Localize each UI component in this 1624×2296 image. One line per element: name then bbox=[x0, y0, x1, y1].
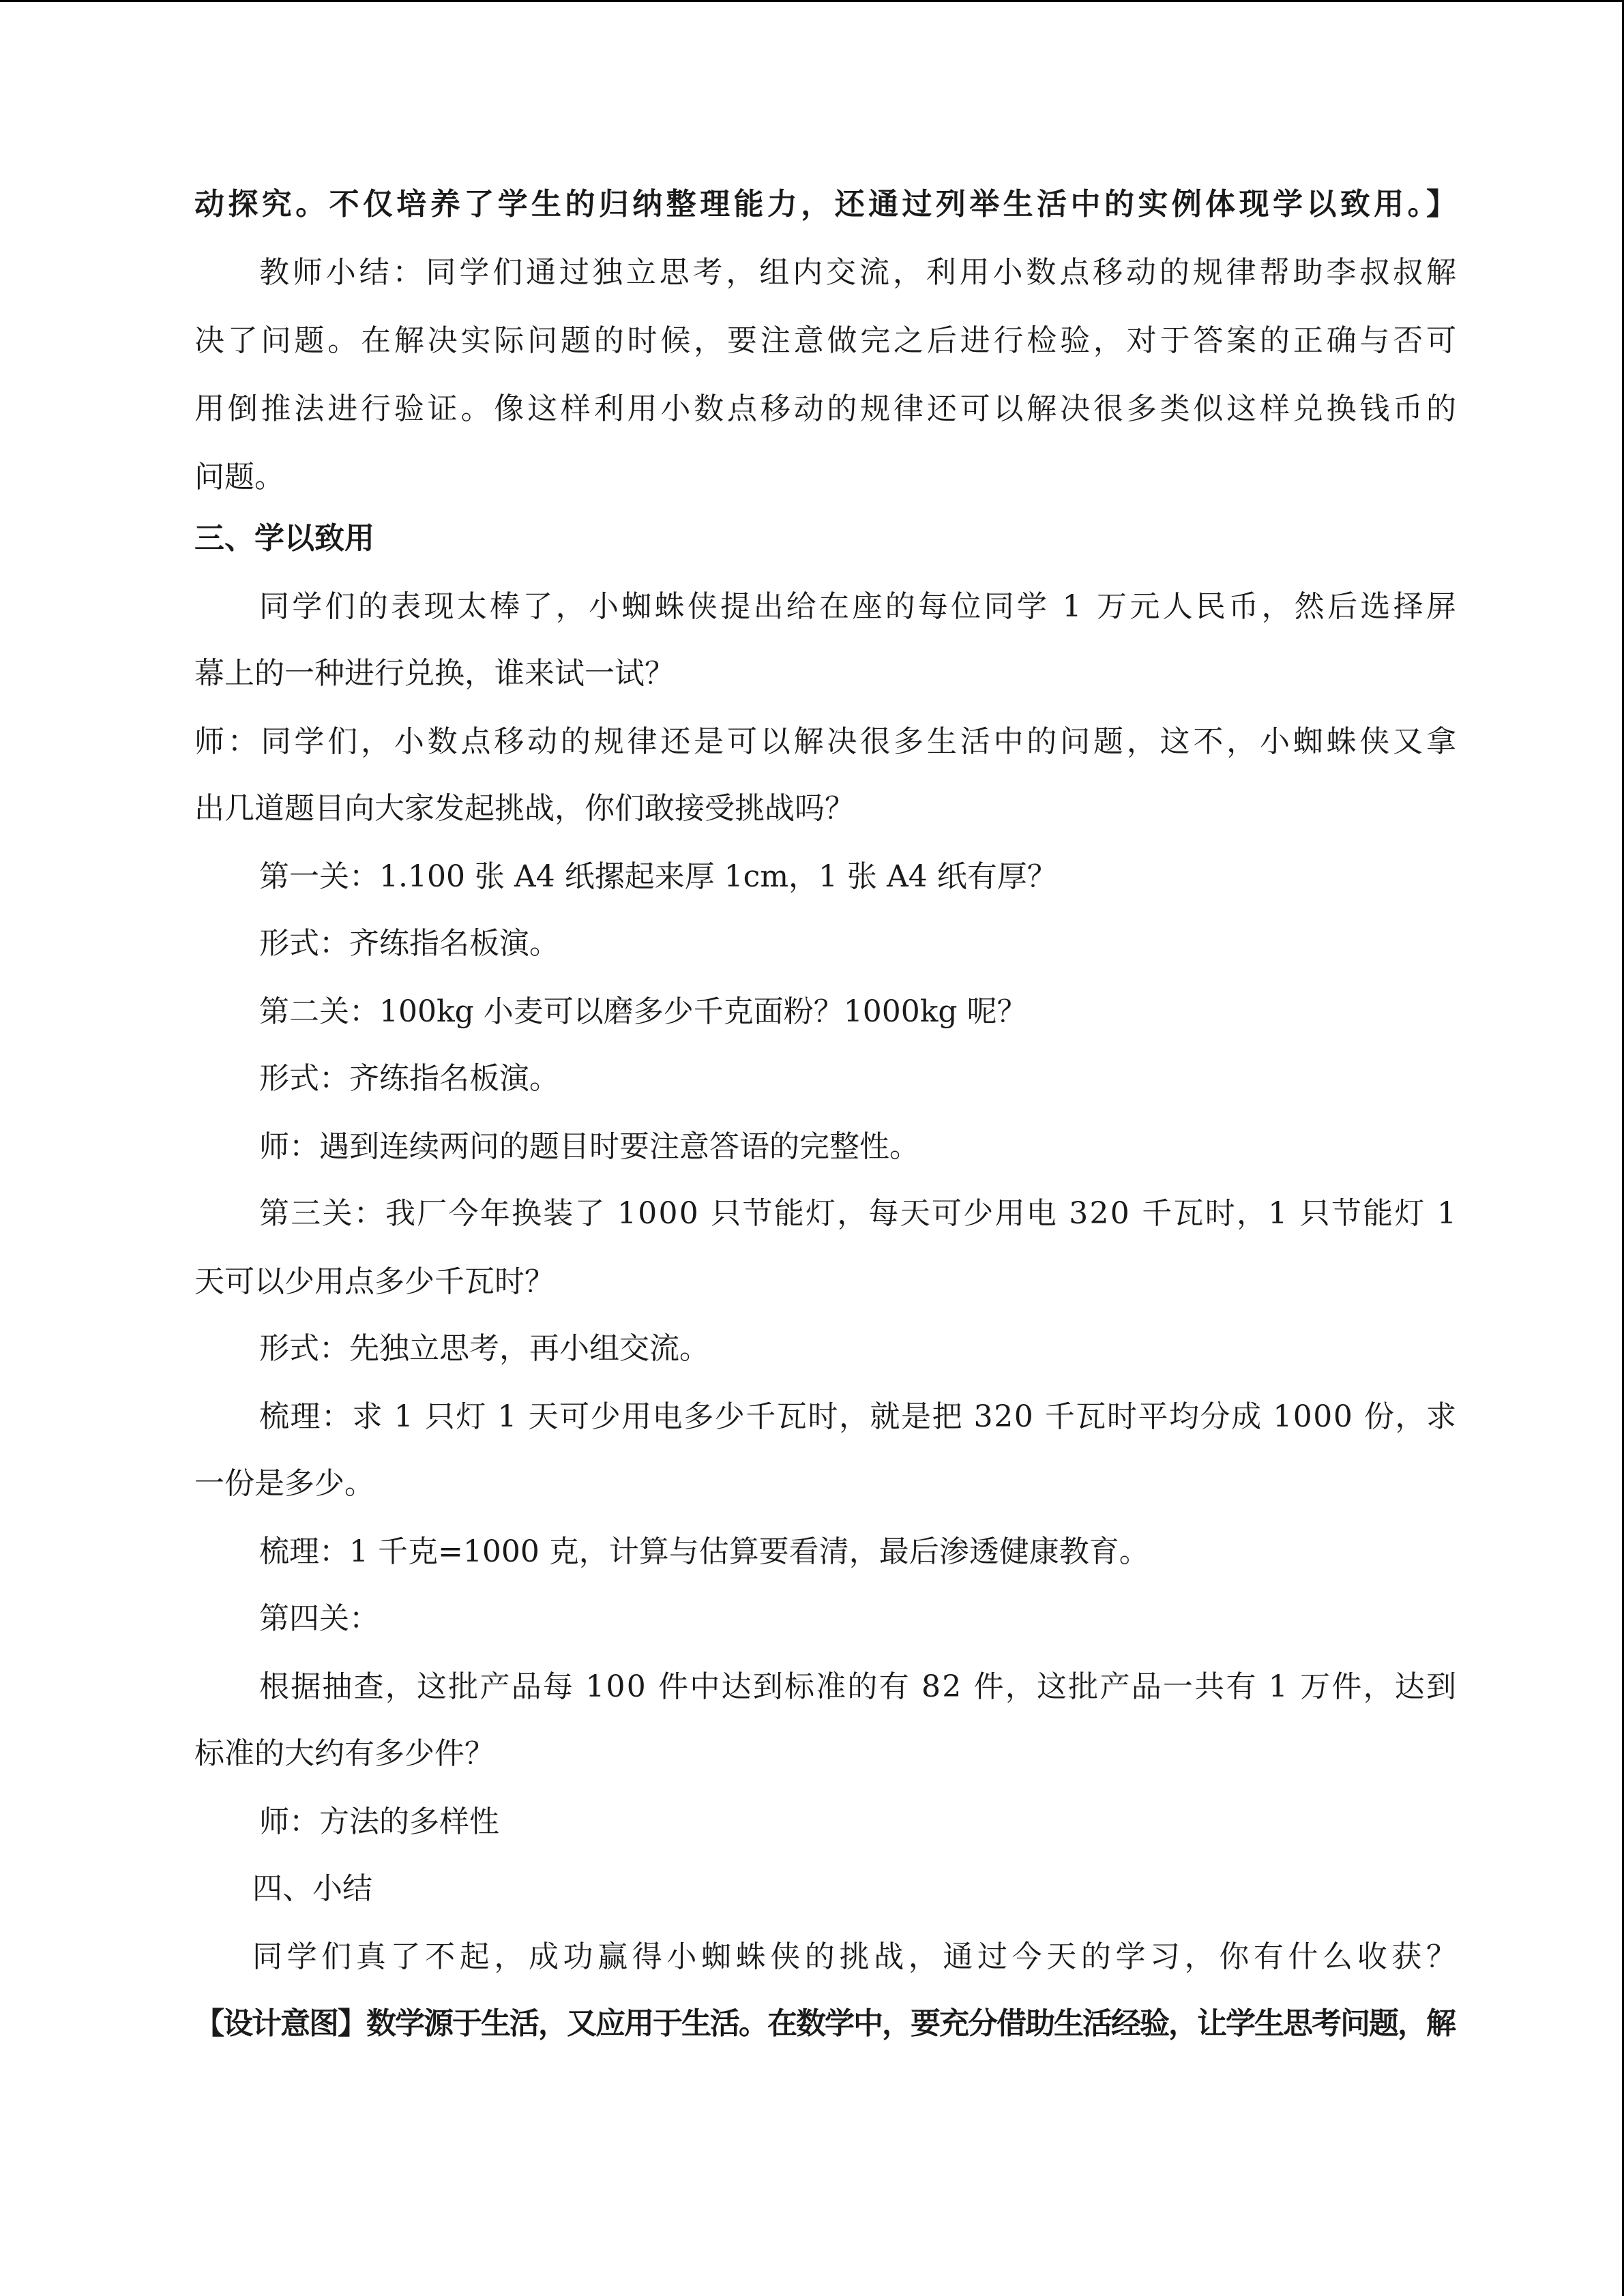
page-top-border bbox=[0, 0, 1624, 2]
section-heading-summary: 四、小结 bbox=[252, 1871, 372, 1906]
text-line: 幕上的一种进行兑换，谁来试一试？ bbox=[194, 656, 675, 691]
text-line: 同学们真了不起，成功赢得小蜘蛛侠的挑战，通过今天的学习，你有什么收获？ bbox=[252, 1939, 1461, 1974]
text-line-review: 梳理：1 千克=1000 克，计算与估算要看清，最后渗透健康教育。 bbox=[259, 1534, 1149, 1569]
text-line-teacher-note: 师：方法的多样性 bbox=[259, 1804, 499, 1839]
text-line-format: 形式：先独立思考，再小组交流。 bbox=[259, 1331, 709, 1366]
text-line: 用倒推法进行验证。像这样利用小数点移动的规律还可以解决很多类似这样兑换钱币的 bbox=[194, 391, 1460, 426]
text-line: 出几道题目向大家发起挑战，你们敢接受挑战吗？ bbox=[194, 791, 855, 826]
text-line-design-intent: 【设计意图】数学源于生活，又应用于生活。在数学中，要充分借助生活经验，让学生思考问题，解 bbox=[194, 2006, 1455, 2041]
text-line-level-1: 第一关：1.100 张 A4 纸摞起来厚 1cm，1 张 A4 纸有厚？ bbox=[259, 859, 1057, 894]
text-line-teacher-note: 师：遇到连续两问的题目时要注意答语的完整性。 bbox=[259, 1129, 919, 1164]
text-line-format: 形式：齐练指名板演。 bbox=[259, 1061, 559, 1096]
text-line: 根据抽查，这批产品每 100 件中达到标准的有 82 件，这批产品一共有 1 万件，达到 bbox=[259, 1669, 1458, 1704]
text-line: 决了问题。在解决实际问题的时候，要注意做完之后进行检验，对于答案的正确与否可 bbox=[194, 323, 1460, 358]
text-line: 问题。 bbox=[194, 460, 284, 494]
text-line-review: 梳理：求 1 只灯 1 天可少用电多少千瓦时，就是把 320 千瓦时平均分成 1000 份，求 bbox=[259, 1399, 1458, 1434]
text-line-level-2: 第二关：100kg 小麦可以磨多少千克面粉？1000kg 呢？ bbox=[259, 994, 1027, 1029]
text-line-teacher-summary: 教师小结：同学们通过独立思考，组内交流，利用小数点移动的规律帮助李叔叔解 bbox=[259, 255, 1460, 290]
text-line-format: 形式：齐练指名板演。 bbox=[259, 926, 559, 961]
text-line: 天可以少用点多少千瓦时？ bbox=[194, 1264, 555, 1299]
text-line-level-3: 第三关：我厂今年换装了 1000 只节能灯，每天可少用电 320 千瓦时，1 只节能灯 1 bbox=[259, 1196, 1458, 1231]
section-heading-apply: 三、学以致用 bbox=[194, 521, 374, 556]
text-line-design-intent-end: 动探究。不仅培养了学生的归纳整理能力，还通过列举生活中的实例体现学以致用。】 bbox=[194, 187, 1460, 222]
text-line-level-4: 第四关： bbox=[259, 1601, 379, 1636]
text-line: 同学们的表现太棒了，小蜘蛛侠提出给在座的每位同学 1 万元人民币，然后选择屏 bbox=[259, 589, 1460, 624]
text-line: 一份是多少。 bbox=[194, 1466, 374, 1501]
text-line: 师：同学们，小数点移动的规律还是可以解决很多生活中的问题，这不，小蜘蛛侠又拿 bbox=[194, 724, 1460, 759]
text-line: 标准的大约有多少件？ bbox=[194, 1736, 494, 1771]
